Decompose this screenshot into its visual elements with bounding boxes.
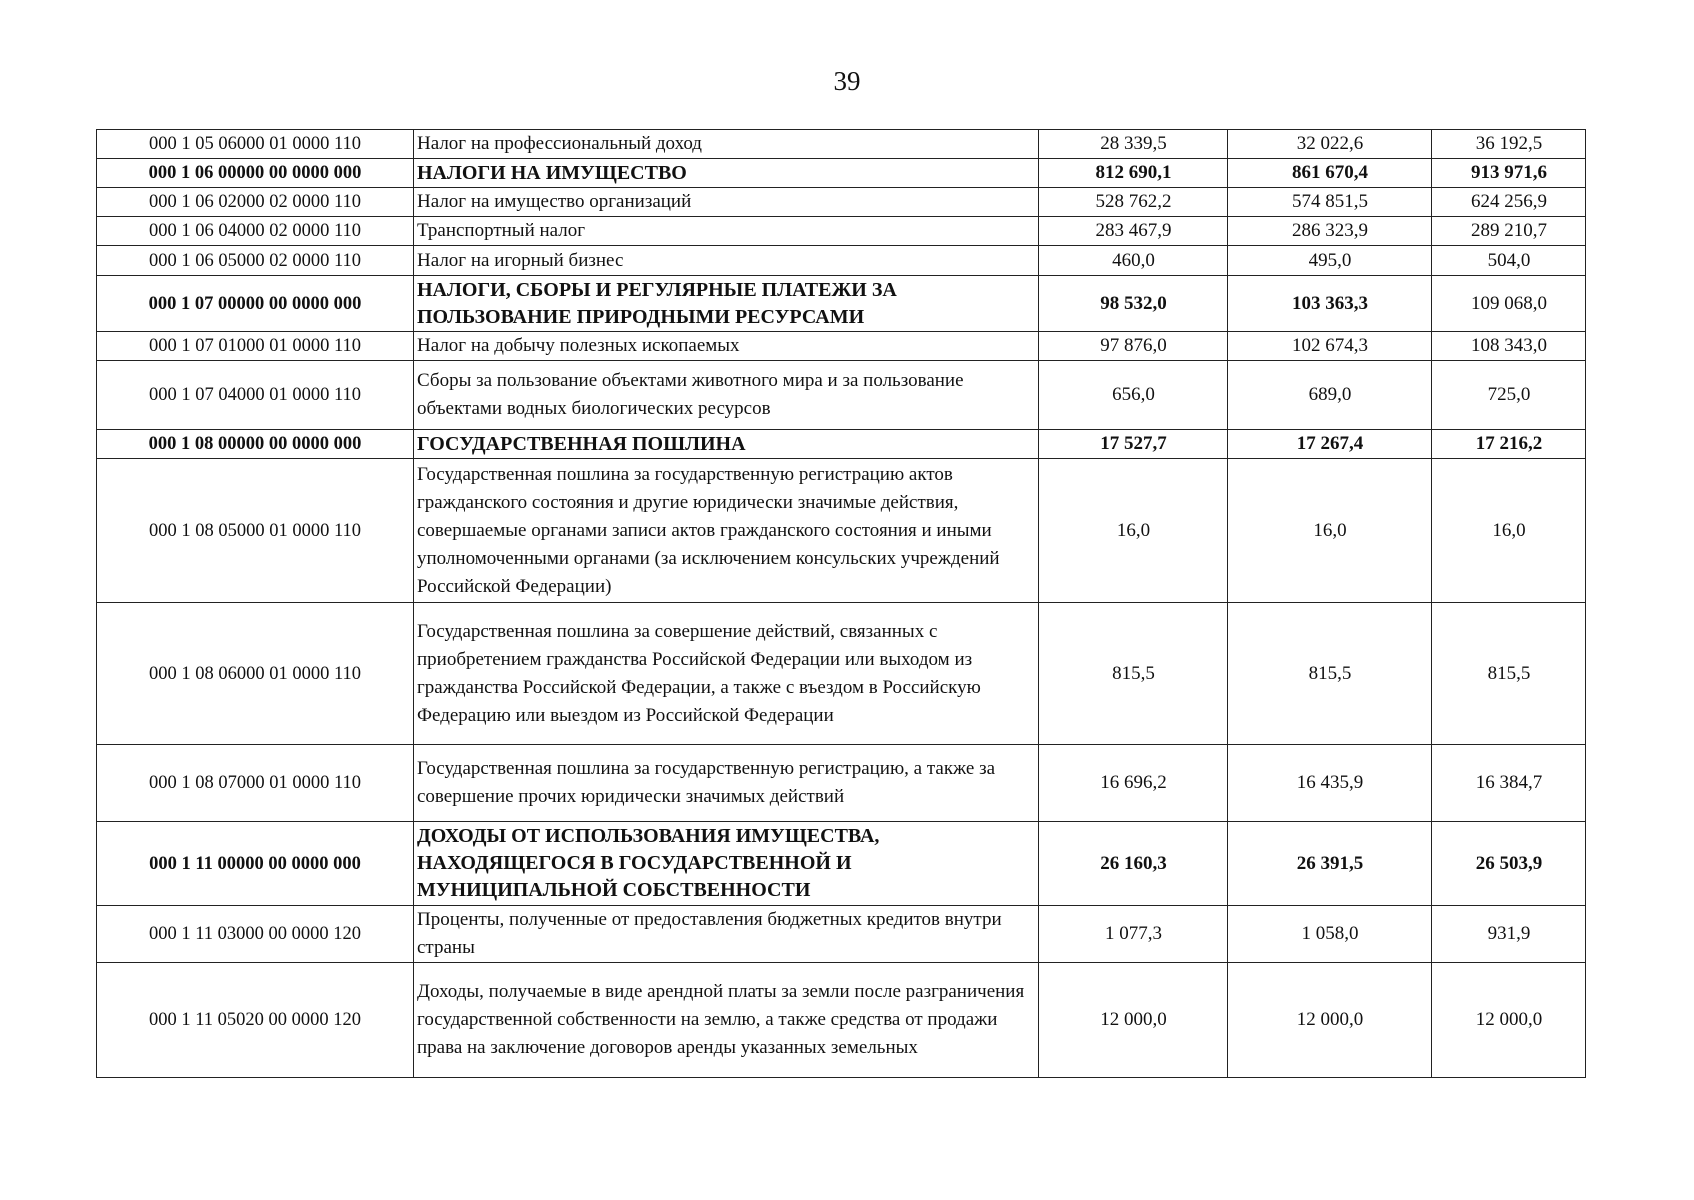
revenue-name: Сборы за пользование объектами животного мира и за пользование объектами водных биологических ресурсов (414, 361, 1039, 430)
value-year-2: 12 000,0 (1228, 963, 1432, 1078)
value-year-2: 16 435,9 (1228, 745, 1432, 822)
value-year-1: 16,0 (1039, 459, 1228, 603)
table-row (97, 459, 1586, 603)
budget-code: 000 1 08 00000 00 0000 000 (97, 430, 414, 459)
budget-code: 000 1 06 04000 02 0000 110 (97, 217, 414, 246)
value-year-1: 528 762,2 (1039, 188, 1228, 217)
value-year-2: 26 391,5 (1228, 822, 1432, 906)
value-year-3: 16,0 (1432, 459, 1586, 603)
budget-code: 000 1 06 05000 02 0000 110 (97, 246, 414, 276)
table-row (97, 361, 1586, 430)
revenue-name: Налог на имущество организаций (414, 188, 1039, 217)
revenue-name: Государственная пошлина за государственную регистрацию, а также за совершение прочих юридически значимых действий (414, 745, 1039, 822)
page-number: 39 (833, 66, 861, 96)
value-year-2: 103 363,3 (1228, 276, 1432, 332)
revenue-name: ГОСУДАРСТВЕННАЯ ПОШЛИНА (414, 430, 1039, 459)
value-year-3: 108 343,0 (1432, 332, 1586, 361)
table-row (97, 963, 1586, 1078)
value-year-1: 815,5 (1039, 603, 1228, 745)
value-year-1: 17 527,7 (1039, 430, 1228, 459)
revenue-table (96, 129, 1586, 1078)
value-year-1: 812 690,1 (1039, 159, 1228, 188)
revenue-name: НАЛОГИ НА ИМУЩЕСТВО (414, 159, 1039, 188)
budget-code: 000 1 11 00000 00 0000 000 (97, 822, 414, 906)
table-row (97, 217, 1586, 246)
value-year-1: 283 467,9 (1039, 217, 1228, 246)
value-year-3: 36 192,5 (1432, 130, 1586, 159)
revenue-name: Проценты, полученные от предоставления бюджетных кредитов внутри страны (414, 906, 1039, 963)
table-row (97, 332, 1586, 361)
revenue-name: Государственная пошлина за совершение действий, связанных с приобретением гражданства Российской Федерации или выходом из гражданства Российской Федерации, а также с въездом в Российскую Федерацию или выездом из Российской Федерации (414, 603, 1039, 745)
revenue-name: Доходы, получаемые в виде арендной платы за земли после разграничения государственной собственности на землю, а также средства от продажи права на заключение договоров аренды указанных земельных (414, 963, 1039, 1078)
value-year-1: 97 876,0 (1039, 332, 1228, 361)
value-year-2: 16,0 (1228, 459, 1432, 603)
value-year-2: 32 022,6 (1228, 130, 1432, 159)
value-year-1: 98 532,0 (1039, 276, 1228, 332)
revenue-name: ДОХОДЫ ОТ ИСПОЛЬЗОВАНИЯ ИМУЩЕСТВА, НАХОДЯЩЕГОСЯ В ГОСУДАРСТВЕННОЙ И МУНИЦИПАЛЬНОЙ СОБСТВЕННОСТИ (414, 822, 1039, 906)
budget-code: 000 1 08 07000 01 0000 110 (97, 745, 414, 822)
budget-code: 000 1 08 06000 01 0000 110 (97, 603, 414, 745)
revenue-name: Налог на добычу полезных ископаемых (414, 332, 1039, 361)
value-year-3: 931,9 (1432, 906, 1586, 963)
budget-code: 000 1 08 05000 01 0000 110 (97, 459, 414, 603)
table-row (97, 822, 1586, 906)
value-year-2: 286 323,9 (1228, 217, 1432, 246)
budget-code: 000 1 06 02000 02 0000 110 (97, 188, 414, 217)
value-year-3: 504,0 (1432, 246, 1586, 276)
value-year-2: 689,0 (1228, 361, 1432, 430)
value-year-2: 102 674,3 (1228, 332, 1432, 361)
value-year-2: 1 058,0 (1228, 906, 1432, 963)
value-year-3: 16 384,7 (1432, 745, 1586, 822)
table-row (97, 745, 1586, 822)
budget-code: 000 1 11 03000 00 0000 120 (97, 906, 414, 963)
revenue-name: НАЛОГИ, СБОРЫ И РЕГУЛЯРНЫЕ ПЛАТЕЖИ ЗА ПОЛЬЗОВАНИЕ ПРИРОДНЫМИ РЕСУРСАМИ (414, 276, 1039, 332)
value-year-3: 109 068,0 (1432, 276, 1586, 332)
revenue-name: Транспортный налог (414, 217, 1039, 246)
revenue-name: Налог на игорный бизнес (414, 246, 1039, 276)
budget-code: 000 1 07 04000 01 0000 110 (97, 361, 414, 430)
table-row (97, 246, 1586, 276)
value-year-2: 574 851,5 (1228, 188, 1432, 217)
revenue-name: Налог на профессиональный доход (414, 130, 1039, 159)
budget-code: 000 1 05 06000 01 0000 110 (97, 130, 414, 159)
value-year-3: 17 216,2 (1432, 430, 1586, 459)
value-year-1: 16 696,2 (1039, 745, 1228, 822)
value-year-2: 17 267,4 (1228, 430, 1432, 459)
table-row (97, 188, 1586, 217)
value-year-2: 815,5 (1228, 603, 1432, 745)
table-row (97, 159, 1586, 188)
value-year-1: 656,0 (1039, 361, 1228, 430)
value-year-3: 12 000,0 (1432, 963, 1586, 1078)
budget-code: 000 1 11 05020 00 0000 120 (97, 963, 414, 1078)
value-year-1: 28 339,5 (1039, 130, 1228, 159)
value-year-1: 26 160,3 (1039, 822, 1228, 906)
value-year-1: 12 000,0 (1039, 963, 1228, 1078)
table-row (97, 430, 1586, 459)
value-year-3: 913 971,6 (1432, 159, 1586, 188)
table-row (97, 603, 1586, 745)
value-year-3: 26 503,9 (1432, 822, 1586, 906)
budget-code: 000 1 07 01000 01 0000 110 (97, 332, 414, 361)
table-row (97, 276, 1586, 332)
value-year-3: 815,5 (1432, 603, 1586, 745)
value-year-1: 1 077,3 (1039, 906, 1228, 963)
value-year-3: 289 210,7 (1432, 217, 1586, 246)
value-year-2: 495,0 (1228, 246, 1432, 276)
value-year-2: 861 670,4 (1228, 159, 1432, 188)
value-year-3: 725,0 (1432, 361, 1586, 430)
revenue-name: Государственная пошлина за государственную регистрацию актов гражданского состояния и другие юридически значимые действия, совершаемые органами записи актов гражданского состояния и иными уполномоченными органами (за исключением консульских учреждений Российской Федерации) (414, 459, 1039, 603)
value-year-1: 460,0 (1039, 246, 1228, 276)
table-row (97, 130, 1586, 159)
budget-code: 000 1 07 00000 00 0000 000 (97, 276, 414, 332)
table-row (97, 906, 1586, 963)
value-year-3: 624 256,9 (1432, 188, 1586, 217)
budget-code: 000 1 06 00000 00 0000 000 (97, 159, 414, 188)
